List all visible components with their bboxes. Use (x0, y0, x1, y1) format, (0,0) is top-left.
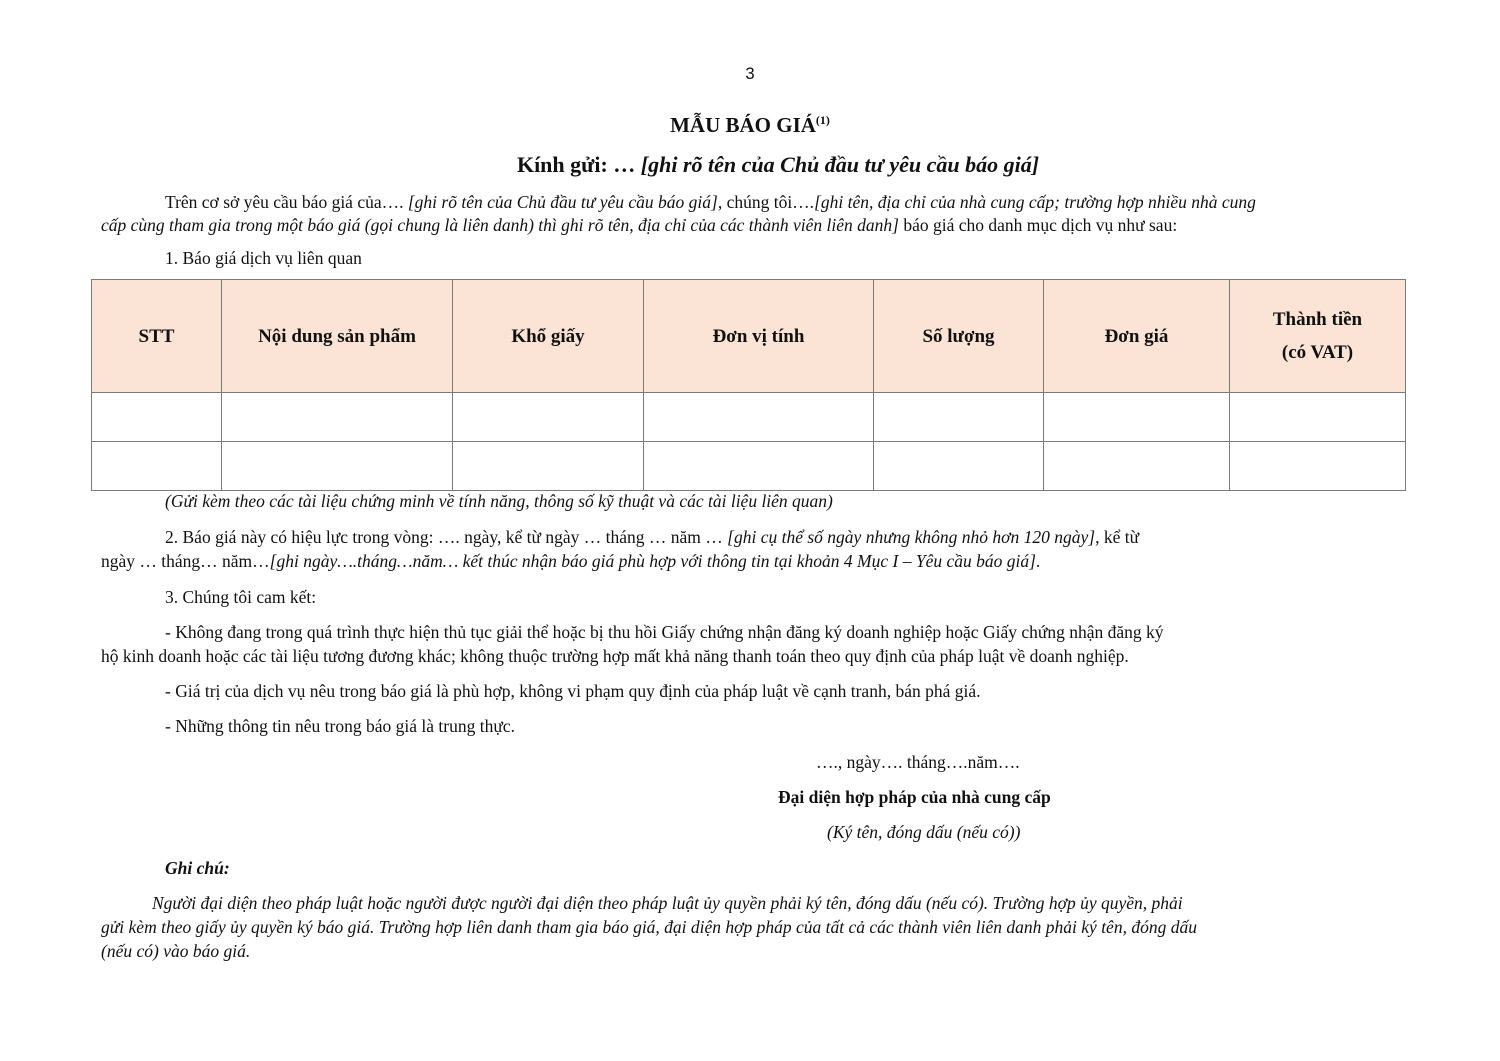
table-cell (92, 442, 222, 491)
title-footnote-mark: (1) (815, 113, 830, 127)
table-row (92, 442, 1406, 491)
intro-text-c: , chúng tôi…. (717, 192, 815, 212)
intro-placeholder-consortium: cấp cùng tham gia trong một báo giá (gọi chung là liên danh) thì ghi rõ tên, địa chỉ của các thành viên liên danh] (101, 215, 899, 235)
validity-placeholder: [ghi cụ thể số ngày nhưng không nhỏ hơn 120 ngày] (727, 527, 1096, 547)
section-2-line-1 (165, 525, 1139, 549)
table-cell (874, 393, 1044, 442)
table-cell (1230, 393, 1406, 442)
intro-placeholder-investor: [ghi rõ tên của Chủ đầu tư yêu cầu báo giá] (407, 192, 718, 212)
col-header-unit-price: Đơn giá (1044, 280, 1230, 393)
recipient-label: Kính gửi: … (516, 152, 641, 177)
table-row (92, 393, 1406, 442)
commitment-1-line-1: - Không đang trong quá trình thực hiện thủ tục giải thể hoặc bị thu hồi Giấy chứng nhận đăng ký doanh nghiệp hoặc Giấy chứng nhận đăng ký (165, 622, 1164, 642)
col-header-unit: Đơn vị tính (644, 280, 874, 393)
table-cell (453, 442, 644, 491)
col-header-quantity: Số lượng (874, 280, 1044, 393)
table-cell (1044, 393, 1230, 442)
table-cell (644, 393, 874, 442)
signature-date-line: …., ngày…. tháng….năm…. (816, 752, 1020, 772)
total-header-line-2: (có VAT) (1281, 342, 1354, 363)
commitment-1-line-2: hộ kinh doanh hoặc các tài liệu tương đương khác; không thuộc trường hợp mất khả năng thanh toán theo quy định của pháp luật về doanh nghiệp. (101, 646, 1129, 666)
attachment-note: (Gửi kèm theo các tài liệu chứng minh về tính năng, thông số kỹ thuật và các tài liệu liên quan) (165, 491, 833, 511)
total-header-line-1: Thành tiền (1272, 309, 1363, 330)
table-cell (1230, 442, 1406, 491)
table-cell (92, 393, 222, 442)
table-header-row (92, 280, 1406, 393)
col-header-paper-size: Khổ giấy (453, 280, 644, 393)
table-cell (1044, 442, 1230, 491)
signature-representative: Đại diện hợp pháp của nhà cung cấp (778, 787, 1051, 807)
validity-date-text: ngày … tháng… năm… (101, 551, 270, 571)
intro-line-2 (101, 213, 1177, 237)
commitment-2: - Giá trị của dịch vụ nêu trong báo giá là phù hợp, không vi phạm quy định của pháp luật về cạnh tranh, bán phá giá. (165, 681, 981, 701)
recipient-line (0, 152, 1500, 178)
notes-line-2: gửi kèm theo giấy ủy quyền ký báo giá. Trường hợp liên danh tham gia báo giá, đại diện hợp pháp của tất cả các thành viên liên danh phải ký tên, đóng dấu (101, 917, 1197, 937)
col-header-product: Nội dung sản phẩm (222, 280, 453, 393)
section-3-heading: 3. Chúng tôi cam kết: (165, 587, 317, 607)
commitment-3: - Những thông tin nêu trong báo giá là trung thực. (165, 716, 515, 736)
section-2-line-2 (101, 549, 1040, 573)
notes-line-3: (nếu có) vào báo giá. (101, 941, 251, 961)
title-text: MẪU BÁO GIÁ (670, 113, 816, 137)
intro-text-end: báo giá cho danh mục dịch vụ như sau: (898, 215, 1178, 235)
validity-text: 2. Báo giá này có hiệu lực trong vòng: …. ngày, kể từ ngày … tháng … năm … (165, 527, 728, 547)
table-cell (453, 393, 644, 442)
intro-line-1 (165, 190, 1256, 214)
table-cell (874, 442, 1044, 491)
notes-heading: Ghi chú: (165, 858, 230, 878)
table-cell (644, 442, 874, 491)
validity-text-end: , kể từ (1095, 527, 1140, 547)
notes-line-1: Người đại diện theo pháp luật hoặc người được người đại diện theo pháp luật ủy quyền phải ký tên, đóng dấu (nếu có). Trường hợp ủy quyền, phải (152, 893, 1183, 913)
table-cell (222, 393, 453, 442)
page-number: 3 (745, 64, 755, 83)
col-header-total (1230, 280, 1406, 393)
validity-date-placeholder: [ghi ngày….tháng…năm… kết thúc nhận báo giá phù hợp với thông tin tại khoản 4 Mục I – Yêu cầu báo giá] (269, 551, 1036, 571)
recipient-placeholder: [ghi rõ tên của Chủ đầu tư yêu cầu báo giá] (640, 152, 1040, 177)
quote-table (91, 279, 1406, 491)
col-header-stt: STT (92, 280, 222, 393)
intro-placeholder-supplier: [ghi tên, địa chỉ của nhà cung cấp; trường hợp nhiều nhà cung (814, 192, 1256, 212)
section-1-heading: 1. Báo giá dịch vụ liên quan (165, 248, 362, 268)
validity-period: . (1035, 551, 1041, 571)
intro-text-a: Trên cơ sở yêu cầu báo giá của…. (165, 192, 408, 212)
table-cell (222, 442, 453, 491)
document-title (0, 113, 1500, 138)
signature-note: (Ký tên, đóng dấu (nếu có)) (827, 822, 1021, 842)
